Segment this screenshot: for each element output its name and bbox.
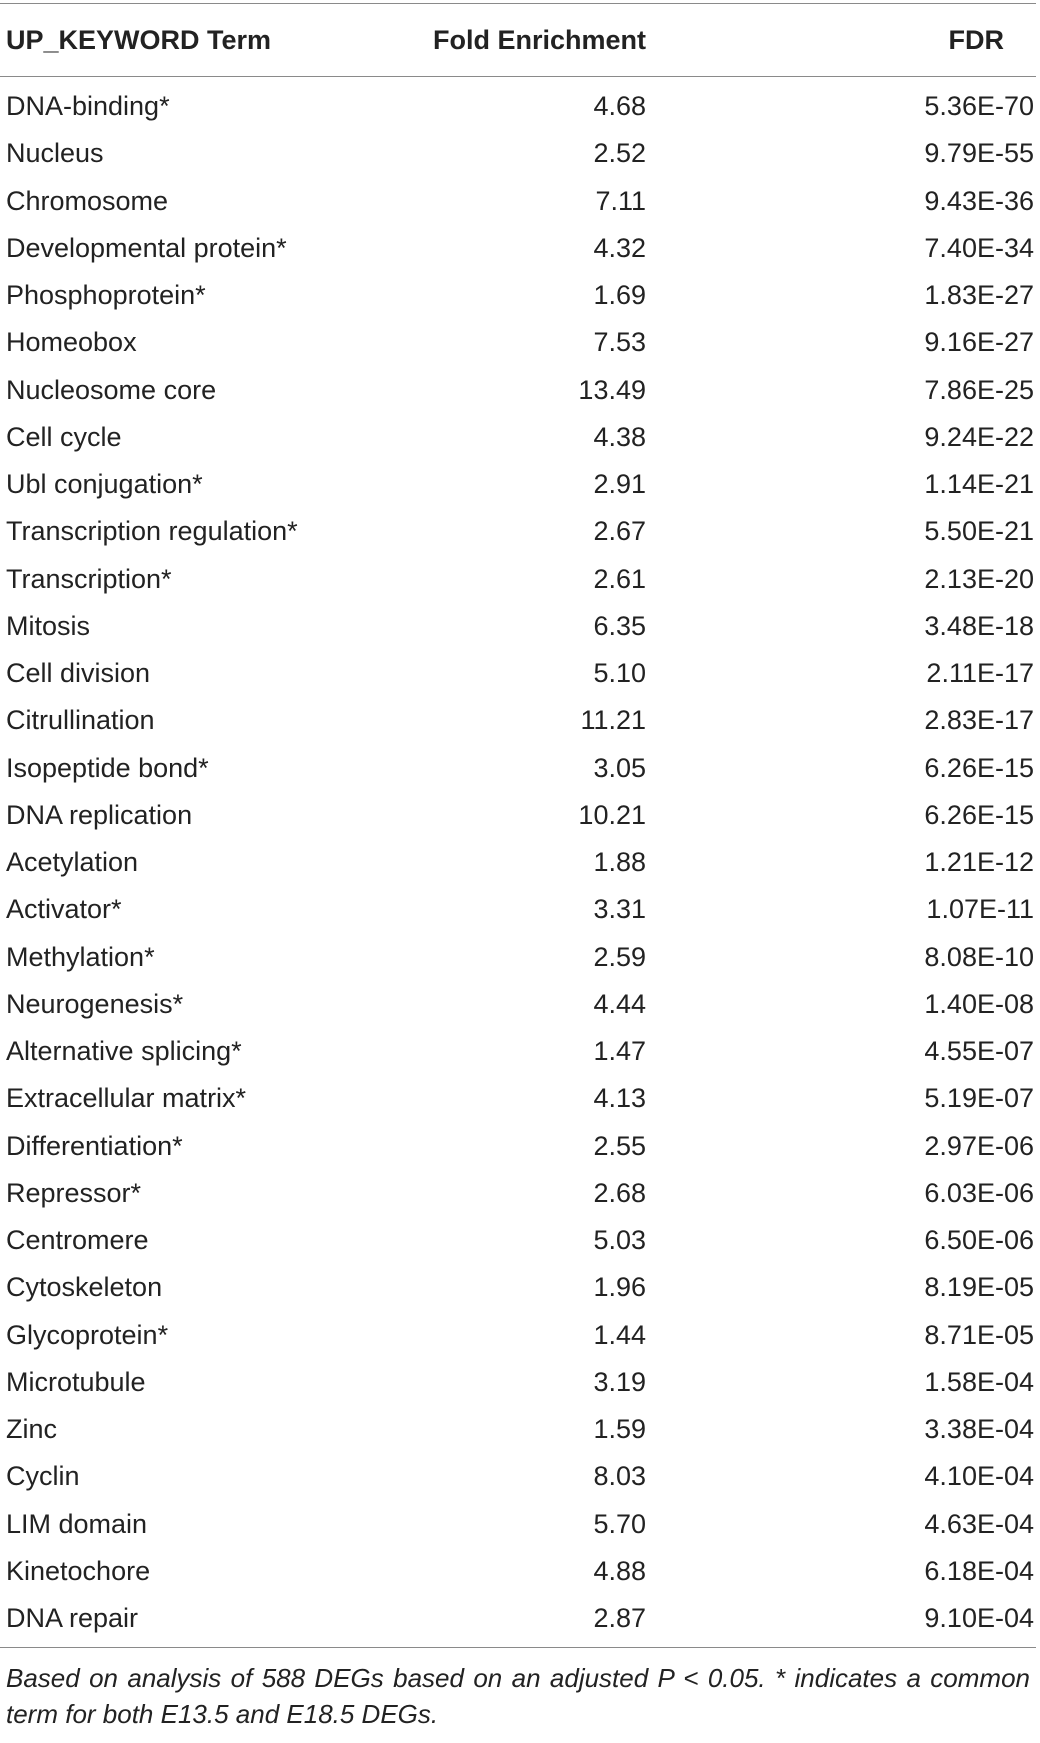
cell-term: LIM domain <box>6 1508 148 1539</box>
cell-fold-enrichment: 2.87 <box>593 1603 646 1634</box>
table-row <box>0 461 1036 508</box>
cell-fold-enrichment: 13.49 <box>578 374 646 405</box>
cell-fdr: 9.79E-55 <box>924 138 1034 169</box>
cell-fdr: 4.63E-04 <box>924 1508 1034 1539</box>
cell-fdr: 8.08E-10 <box>924 941 1034 972</box>
cell-term: Repressor* <box>6 1177 142 1208</box>
cell-fdr: 6.03E-06 <box>924 1177 1034 1208</box>
table-row <box>0 1406 1036 1453</box>
cell-term: Alternative splicing* <box>6 1036 242 1067</box>
table-row <box>0 1312 1036 1359</box>
cell-fold-enrichment: 1.44 <box>593 1319 646 1350</box>
table-row <box>0 319 1036 366</box>
cell-fdr: 1.40E-08 <box>924 988 1034 1019</box>
cell-fdr: 5.19E-07 <box>924 1083 1034 1114</box>
cell-fold-enrichment: 1.59 <box>593 1414 646 1445</box>
cell-fold-enrichment: 2.61 <box>593 563 646 594</box>
cell-fold-enrichment: 2.52 <box>593 138 646 169</box>
cell-fold-enrichment: 7.11 <box>595 185 646 216</box>
table-row <box>0 1123 1036 1170</box>
table-row <box>0 1217 1036 1264</box>
cell-fdr: 4.55E-07 <box>924 1036 1034 1067</box>
table-row <box>0 1359 1036 1406</box>
cell-fold-enrichment: 7.53 <box>593 327 646 358</box>
cell-term: DNA-binding* <box>6 91 170 122</box>
cell-term: Chromosome <box>6 185 169 216</box>
table-row <box>0 1264 1036 1311</box>
cell-fold-enrichment: 3.19 <box>593 1366 646 1397</box>
table-row <box>0 650 1036 697</box>
table-row <box>0 1170 1036 1217</box>
cell-term: DNA replication <box>6 799 193 830</box>
cell-fold-enrichment: 4.13 <box>593 1083 646 1114</box>
cell-fdr: 8.71E-05 <box>924 1319 1034 1350</box>
cell-fdr: 3.38E-04 <box>924 1414 1034 1445</box>
table-row <box>0 272 1036 319</box>
cell-term: Methylation* <box>6 941 155 972</box>
cell-fold-enrichment: 5.10 <box>593 658 646 689</box>
cell-term: Citrullination <box>6 705 155 736</box>
cell-term: Neurogenesis* <box>6 988 184 1019</box>
cell-term: Zinc <box>6 1414 58 1445</box>
cell-fdr: 1.83E-27 <box>924 280 1034 311</box>
cell-fdr: 2.83E-17 <box>924 705 1034 736</box>
cell-term: Nucleosome core <box>6 374 217 405</box>
cell-fdr: 9.24E-22 <box>924 421 1034 452</box>
table-row <box>0 1501 1036 1548</box>
cell-fold-enrichment: 4.32 <box>593 232 646 263</box>
cell-fdr: 9.43E-36 <box>924 185 1034 216</box>
cell-term: Extracellular matrix* <box>6 1083 247 1114</box>
cell-fold-enrichment: 4.44 <box>593 988 646 1019</box>
table-body <box>0 77 1036 1647</box>
table-row <box>0 130 1036 177</box>
cell-fdr: 3.48E-18 <box>924 610 1034 641</box>
cell-fdr: 6.50E-06 <box>924 1225 1034 1256</box>
cell-fold-enrichment: 2.67 <box>593 516 646 547</box>
cell-fold-enrichment: 3.05 <box>593 752 646 783</box>
cell-fdr: 7.86E-25 <box>924 374 1034 405</box>
cell-term: Kinetochore <box>6 1555 151 1586</box>
cell-term: Developmental protein* <box>6 232 287 263</box>
table-row <box>0 839 1036 886</box>
cell-term: Mitosis <box>6 610 91 641</box>
cell-term: Ubl conjugation* <box>6 469 203 500</box>
cell-fold-enrichment: 2.55 <box>593 1130 646 1161</box>
table-row <box>0 508 1036 555</box>
cell-term: DNA repair <box>6 1603 139 1634</box>
header-fdr: FDR <box>948 24 1004 55</box>
table-row <box>0 981 1036 1028</box>
table-row <box>0 367 1036 414</box>
cell-term: Cytoskeleton <box>6 1272 163 1303</box>
cell-fdr: 2.97E-06 <box>924 1130 1034 1161</box>
table-row <box>0 1453 1036 1500</box>
cell-fold-enrichment: 5.03 <box>593 1225 646 1256</box>
cell-fdr: 4.10E-04 <box>924 1461 1034 1492</box>
cell-term: Transcription* <box>6 563 172 594</box>
table-row <box>0 886 1036 933</box>
cell-fdr: 1.58E-04 <box>924 1366 1034 1397</box>
cell-fold-enrichment: 2.91 <box>593 469 646 500</box>
table-row <box>0 697 1036 744</box>
cell-term: Activator* <box>6 894 122 925</box>
table-row <box>0 83 1036 130</box>
cell-term: Microtubule <box>6 1366 146 1397</box>
cell-fold-enrichment: 10.21 <box>578 799 646 830</box>
table-header-row <box>0 4 1036 76</box>
cell-term: Phosphoprotein* <box>6 280 206 311</box>
cell-term: Centromere <box>6 1225 149 1256</box>
cell-fdr: 9.10E-04 <box>924 1603 1034 1634</box>
cell-fold-enrichment: 5.70 <box>593 1508 646 1539</box>
cell-fdr: 2.13E-20 <box>924 563 1034 594</box>
cell-fdr: 6.26E-15 <box>924 799 1034 830</box>
table-row <box>0 1028 1036 1075</box>
header-term: UP_KEYWORD Term <box>6 24 272 55</box>
cell-fold-enrichment: 3.31 <box>593 894 646 925</box>
cell-fdr: 6.18E-04 <box>924 1555 1034 1586</box>
cell-fold-enrichment: 11.21 <box>580 705 646 736</box>
cell-fold-enrichment: 1.47 <box>593 1036 646 1067</box>
cell-fold-enrichment: 4.88 <box>593 1555 646 1586</box>
table-row <box>0 178 1036 225</box>
table-row <box>0 1595 1036 1642</box>
cell-fdr: 1.14E-21 <box>924 469 1034 500</box>
table-footnote: Based on analysis of 588 DEGs based on an adjusted P < 0.05. * indicates a common term for both E13.5 and E18.5 DEGs. <box>6 1663 1030 1730</box>
table-row <box>0 603 1036 650</box>
cell-term: Homeobox <box>6 327 137 358</box>
cell-fold-enrichment: 4.38 <box>593 421 646 452</box>
cell-fdr: 8.19E-05 <box>924 1272 1034 1303</box>
cell-fdr: 5.36E-70 <box>924 91 1034 122</box>
cell-fdr: 5.50E-21 <box>924 516 1034 547</box>
cell-fold-enrichment: 1.96 <box>593 1272 646 1303</box>
cell-term: Nucleus <box>6 138 104 169</box>
cell-fold-enrichment: 1.88 <box>593 847 646 878</box>
table-row <box>0 1075 1036 1122</box>
cell-fdr: 2.11E-17 <box>926 658 1034 689</box>
header-fold-enrichment: Fold Enrichment <box>432 24 646 55</box>
cell-term: Cell division <box>6 658 151 689</box>
table-row <box>0 556 1036 603</box>
cell-fold-enrichment: 4.68 <box>593 91 646 122</box>
cell-fdr: 1.21E-12 <box>924 847 1034 878</box>
cell-term: Isopeptide bond* <box>6 752 209 783</box>
table-row <box>0 225 1036 272</box>
cell-fold-enrichment: 2.68 <box>593 1177 646 1208</box>
cell-term: Acetylation <box>6 847 139 878</box>
cell-fdr: 6.26E-15 <box>924 752 1034 783</box>
cell-term: Glycoprotein* <box>6 1319 169 1350</box>
cell-fold-enrichment: 6.35 <box>593 610 646 641</box>
cell-fdr: 9.16E-27 <box>924 327 1034 358</box>
cell-fold-enrichment: 2.59 <box>593 941 646 972</box>
cell-fold-enrichment: 8.03 <box>593 1461 646 1492</box>
cell-fdr: 1.07E-11 <box>926 894 1034 925</box>
cell-term: Cell cycle <box>6 421 122 452</box>
cell-fdr: 7.40E-34 <box>924 232 1034 263</box>
cell-term: Transcription regulation* <box>6 516 298 547</box>
cell-term: Cyclin <box>6 1461 80 1492</box>
table-row <box>0 934 1036 981</box>
table-row <box>0 1548 1036 1595</box>
cell-fold-enrichment: 1.69 <box>593 280 646 311</box>
table-row <box>0 792 1036 839</box>
table-row <box>0 745 1036 792</box>
table-row <box>0 414 1036 461</box>
cell-term: Differentiation* <box>6 1130 183 1161</box>
